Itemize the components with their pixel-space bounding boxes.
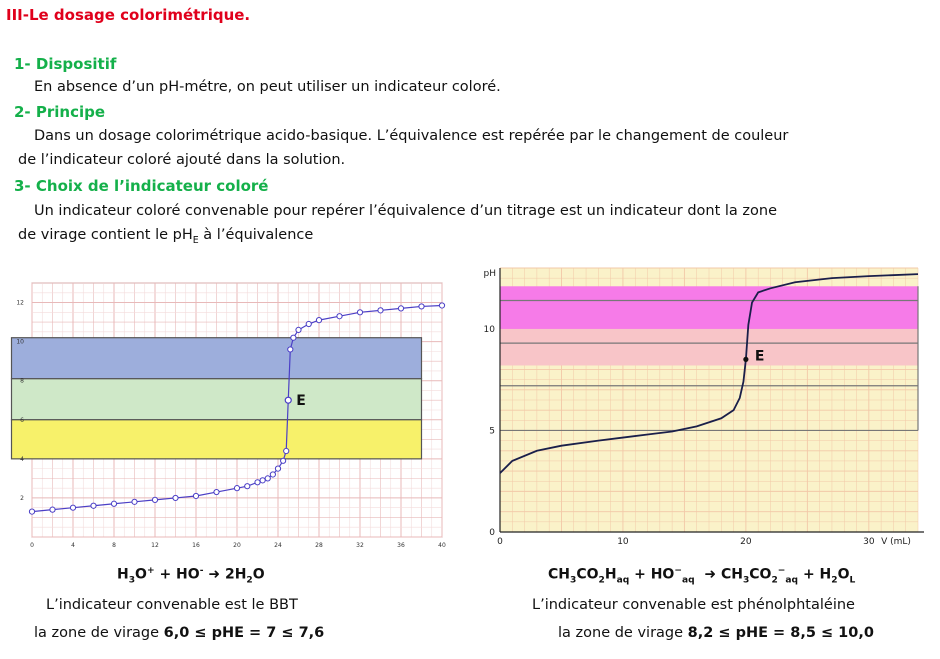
text-choix-2: de virage contient le $pH_E$ à l’équivalence — [18, 227, 314, 246]
data-point — [398, 306, 403, 311]
data-point — [245, 484, 250, 489]
x-tick-label: 30 — [863, 537, 875, 547]
data-point — [288, 347, 293, 352]
x-tick-label: 4 — [71, 542, 75, 549]
indicator-zone-1 — [12, 379, 422, 420]
x-tick-label: 24 — [274, 542, 282, 549]
data-point — [193, 493, 198, 498]
data-point — [29, 509, 34, 514]
data-point — [439, 303, 444, 308]
y-axis-label: pH — [483, 269, 496, 279]
text-dispositif: En absence d’un pH-métre, on peut utiliser un indicateur coloré. — [34, 79, 501, 95]
y-tick-label: 5 — [489, 426, 495, 437]
data-point — [260, 478, 265, 483]
y-tick-label: 6 — [20, 416, 24, 424]
titration-chart-strong — [10, 275, 450, 550]
text-principe-1: Dans un dosage colorimétrique acido-basique. L’équivalence est repérée par le changement de couleur — [34, 128, 789, 144]
y-tick-label: 10 — [483, 324, 495, 335]
data-point — [70, 505, 75, 510]
indicator-zone-0 — [500, 329, 918, 366]
x-tick-label: 12 — [151, 542, 159, 549]
data-point — [291, 335, 296, 340]
indicator-zone-1 — [500, 286, 918, 329]
heading-choix: 3- Choix de l’indicateur coloré — [14, 177, 269, 195]
x-tick-label: 0 — [497, 537, 503, 547]
x-tick-label: 40 — [438, 542, 446, 549]
indicator-zone-2 — [12, 420, 422, 459]
data-point — [234, 486, 239, 491]
right-caption-indicator: L’indicateur convenable est phénolphtaléine — [532, 597, 855, 613]
y-tick-label: 4 — [20, 455, 24, 463]
x-tick-label: 16 — [192, 542, 200, 549]
data-point — [357, 310, 362, 315]
data-point — [419, 304, 424, 309]
heading-dispositif: 1- Dispositif — [14, 55, 117, 73]
data-point — [296, 327, 301, 332]
data-point — [50, 507, 55, 512]
heading-principe: 2- Principe — [14, 103, 106, 121]
text-principe-2: de l’indicateur coloré ajouté dans la solution. — [18, 152, 346, 168]
text-choix-1: Un indicateur coloré convenable pour repérer l’équivalence d’un titrage est un indicateur dont la zone — [34, 203, 778, 219]
x-tick-label: 20 — [740, 537, 752, 547]
page-title: III-Le dosage colorimétrique. — [6, 6, 251, 24]
y-tick-label: 10 — [16, 338, 24, 346]
x-tick-label: 28 — [315, 542, 323, 549]
equivalence-point — [285, 397, 291, 403]
data-point — [111, 501, 116, 506]
equivalence-point — [743, 357, 748, 362]
data-point — [306, 321, 311, 326]
data-point — [275, 466, 280, 471]
x-tick-label: 10 — [617, 537, 629, 547]
right-equation: $CH_3CO_2H_{aq} + HO^-_{aq}$ ➜ $CH_3CO_2^-_{aq} + H_2O_L$ — [548, 566, 856, 586]
data-point — [284, 448, 289, 453]
x-tick-label: 36 — [397, 542, 405, 549]
titration-chart-weak — [478, 262, 928, 550]
data-point — [152, 497, 157, 502]
x-tick-label: 8 — [112, 542, 116, 549]
left-caption-indicator: L’indicateur convenable est le BBT — [46, 597, 298, 613]
left-equation: $H_3O^+ + HO^-$ ➜ $2H_2O$ — [117, 566, 265, 586]
x-axis-label: V (mL) — [881, 537, 911, 547]
data-point — [214, 489, 219, 494]
y-tick-label: 0 — [489, 528, 495, 538]
data-point — [173, 495, 178, 500]
data-point — [132, 499, 137, 504]
data-point — [255, 480, 260, 485]
right-caption-zone: la zone de virage 8,2 ≤ pHE = 8,5 ≤ 10,0 — [558, 625, 874, 641]
left-caption-zone: la zone de virage 6,0 ≤ pHE = 7 ≤ 7,6 — [34, 625, 325, 641]
equivalence-label: E — [754, 348, 765, 365]
data-point — [316, 318, 321, 323]
data-point — [378, 308, 383, 313]
y-tick-label: 2 — [20, 494, 24, 502]
data-point — [265, 476, 270, 481]
data-point — [91, 503, 96, 508]
x-tick-label: 0 — [30, 542, 34, 549]
y-tick-label: 12 — [16, 299, 24, 307]
indicator-zone-0 — [12, 338, 422, 379]
data-point — [270, 472, 275, 477]
y-tick-label: 8 — [20, 377, 24, 385]
x-tick-label: 32 — [356, 542, 364, 549]
data-point — [337, 314, 342, 319]
x-tick-label: 20 — [233, 542, 241, 549]
equivalence-label: E — [296, 393, 306, 410]
data-point — [281, 458, 286, 463]
